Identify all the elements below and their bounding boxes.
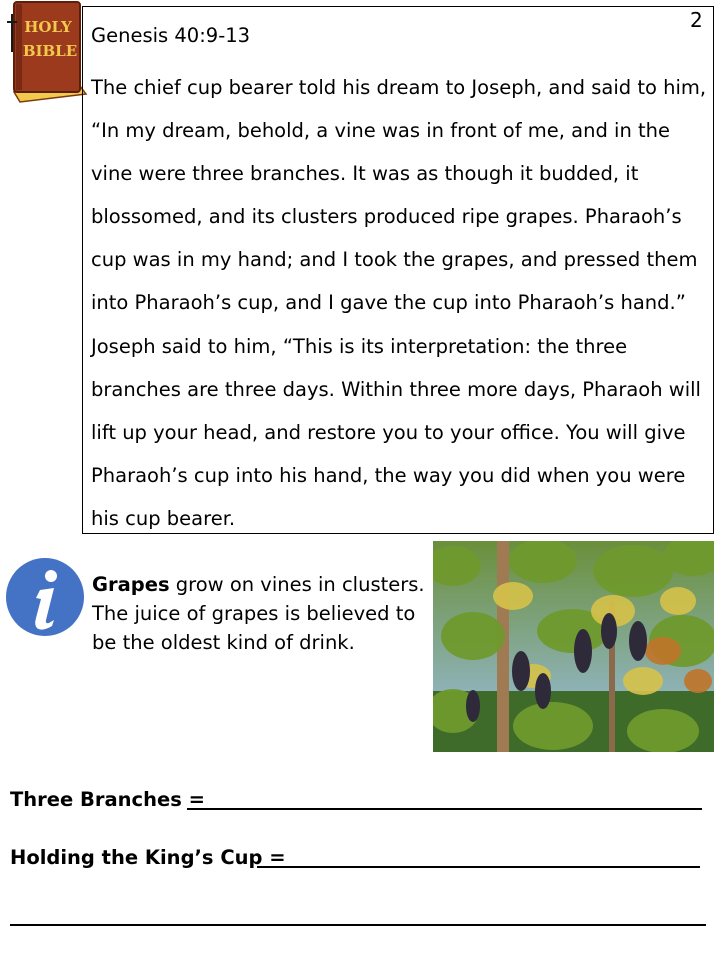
info-line-1-rest: grow on vines in clusters. [169, 573, 425, 596]
scripture-line: “In my dream, behold, a vine was in front of me, and in the [91, 119, 671, 143]
grape-vine-photo [433, 541, 714, 752]
scripture-line: cup was in my hand; and I took the grapes, and pressed them [91, 248, 698, 272]
info-bold-word: Grapes [92, 573, 170, 596]
scripture-line: into Pharaoh’s cup, and I gave the cup into Pharaoh’s hand.” [91, 291, 686, 315]
info-icon [4, 556, 86, 638]
bible-icon-text-holy: HOLY [24, 18, 72, 36]
info-line-3: be the oldest kind of drink. [92, 631, 355, 654]
kings-cup-label: Holding the King’s Cup = [10, 846, 286, 869]
kings-cup-answer-line[interactable] [257, 866, 700, 868]
page-number: 2 [690, 8, 703, 32]
scripture-line: vine were three branches. It was as though it budded, it [91, 162, 639, 186]
scripture-line: Pharaoh’s cup into his hand, the way you did when you were [91, 463, 686, 487]
scripture-box [82, 6, 714, 534]
three-branches-label: Three Branches = [10, 788, 205, 811]
info-line-2: The juice of grapes is believed to [92, 602, 416, 625]
scripture-line: his cup bearer. [91, 506, 236, 530]
extra-answer-line[interactable] [10, 924, 706, 926]
three-branches-answer-line[interactable] [187, 808, 702, 810]
holy-bible-icon [4, 0, 88, 104]
scripture-line: branches are three days. Within three more days, Pharaoh will [91, 377, 701, 401]
scripture-line: blossomed, and its clusters produced ripe grapes. Pharaoh’s [91, 205, 682, 229]
scripture-line: Joseph said to him, “This is its interpretation: the three [91, 334, 628, 358]
info-line-1 [92, 570, 425, 599]
scripture-line: The chief cup bearer told his dream to Joseph, and said to him, [91, 76, 707, 99]
scripture-reference: Genesis 40:9-13 [91, 24, 251, 47]
scripture-text [91, 66, 706, 540]
info-text [92, 570, 425, 657]
bible-icon-text-bible: BIBLE [22, 42, 78, 60]
scripture-line: lift up your head, and restore you to your office. You will give [91, 420, 686, 444]
